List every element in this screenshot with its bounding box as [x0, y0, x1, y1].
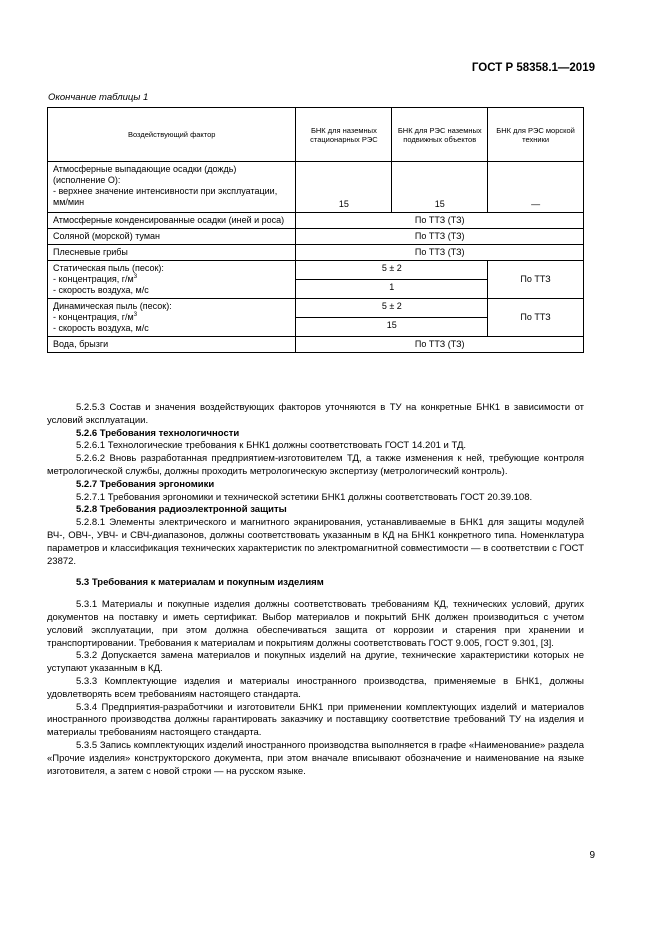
table-row [48, 337, 584, 353]
cell-value: 1 [296, 280, 488, 299]
table-caption: Окончание таблицы 1 [48, 92, 149, 103]
dynamic-dust-label: Динамическая пыль (песок): [53, 301, 172, 311]
header-marine: БНК для РЭС морской техники [488, 108, 584, 162]
static-dust-label: Статическая пыль (песок): [53, 263, 164, 273]
section-heading: 5.2.8 Требования радиоэлектронной защиты [76, 504, 287, 516]
row-label: Соляной (морской) туман [48, 229, 296, 245]
cell-value: — [488, 162, 584, 213]
rain-sub: - верхнее значение интенсивности при эксплуатации, мм/мин [53, 186, 278, 207]
cell-value: По ТТЗ [488, 261, 584, 299]
paragraph: 5.3.1 Материалы и покупные изделия должны соответствовать требованиям КД, технических условий, других документов на поставку и иметь сертификат. Выбор материалов и покрытий БНК должен производиться с учетом условий эксплуатации, при этом должна обеспечиваться защита от коррозии и старения при хранении и транспортировании. Требования к материалам и покрытиям должны соответствовать ГОСТ 9.005, ГОСТ 9.301, [3]. [47, 599, 584, 649]
rain-label: Атмосферные выпадающие осадки (дождь) (исполнение О): [53, 164, 237, 185]
static-dust-speed: - скорость воздуха, м/с [53, 285, 149, 295]
cell-value: По ТТЗ [488, 299, 584, 337]
paragraph: 5.3.5 Запись комплектующих изделий иностранного производства выполняется в графе «Наименование» раздела «Прочие изделия» конструкторского документа, при этом вначале вписывают обозначение и наименование на языке изготовителя, а затем с новой строки — на русском языке. [47, 739, 584, 777]
superscript: 3 [133, 274, 138, 280]
paragraph: 5.3.2 Допускается замена материалов и покупных изделий на другие, технические характеристики которых не уступают указанным в КД. [47, 650, 584, 675]
table-row [48, 162, 584, 213]
section-heading: 5.2.7 Требования эргономики [76, 478, 215, 490]
paragraph: 5.2.6.1 Технологические требования к БНК1 должны соответствовать ГОСТ 14.201 и ТД. [76, 440, 467, 452]
body-text [47, 402, 584, 778]
cell-value: По ТТЗ (ТЗ) [296, 213, 584, 229]
table-row [48, 245, 584, 261]
cell-value: По ТТЗ (ТЗ) [296, 229, 584, 245]
cell-value: 15 [296, 162, 392, 213]
paragraph: 5.3.4 Предприятия-разработчики и изготовители БНК1 при применении комплектующих изделий и материалов иностранного производства должны гарантировать заказчику и поставщику соответствие требований ТУ на изделия и материалы требованиям настоящего стандарта. [47, 701, 584, 739]
cell-value: 5 ± 2 [296, 261, 488, 280]
section-heading: 5.3 Требования к материалам и покупным изделиям [76, 577, 324, 589]
row-label: Атмосферные конденсированные осадки (иней и роса) [48, 213, 296, 229]
paragraph: 5.2.7.1 Требования эргономики и технической эстетики БНК1 должны соответствовать ГОСТ 20.39.108. [76, 491, 533, 503]
dynamic-dust-speed: - скорость воздуха, м/с [53, 323, 149, 333]
row-label [48, 261, 296, 299]
cell-value: 15 [392, 162, 488, 213]
dynamic-dust-conc: - концентрация, г/м [53, 312, 134, 322]
paragraph: 5.3.3 Комплектующие изделия и материалы иностранного производства, применяемые в БНК1, должны удовлетворять всем требованиям настоящего стандарта. [47, 675, 584, 700]
cell-value: По ТТЗ (ТЗ) [296, 245, 584, 261]
paragraph: 5.2.5.3 Состав и значения воздействующих факторов уточняются в ТУ на конкретные БНК1 в зависимости от условий эксплуатации. [47, 402, 584, 426]
row-label: Плесневые грибы [48, 245, 296, 261]
cell-value: По ТТЗ (ТЗ) [296, 337, 584, 353]
row-label [48, 299, 296, 337]
static-dust-conc: - концентрация, г/м [53, 274, 134, 284]
row-label: Вода, брызги [48, 337, 296, 353]
header-mobile: БНК для РЭС наземных подвижных объектов [392, 108, 488, 162]
header-stationary: БНК для наземных стационарных РЭС [296, 108, 392, 162]
factors-table [47, 107, 584, 353]
section-heading: 5.2.6 Требования технологичности [76, 427, 240, 439]
header-factor: Воздействующий фактор [48, 108, 296, 162]
page-number: 9 [589, 850, 595, 861]
paragraph: 5.2.6.2 Вновь разработанная предприятием-изготовителем ТД, а также изменения к ней, требующие контроля метрологической службы, должны проходить метрологическую экспертизу (метрологический контроль). [47, 453, 584, 477]
row-label [48, 162, 296, 213]
table-row [48, 261, 584, 280]
table-row [48, 299, 584, 318]
table-header-row [48, 108, 584, 162]
table-row [48, 229, 584, 245]
cell-value: 5 ± 2 [296, 299, 488, 318]
table-row [48, 213, 584, 229]
document-code: ГОСТ Р 58358.1—2019 [471, 62, 595, 74]
cell-value: 15 [296, 318, 488, 337]
superscript: 3 [133, 312, 138, 318]
paragraph: 5.2.8.1 Элементы электрического и магнитного экранирования, устанавливаемые в БНК1 для защиты модулей ВЧ-, ОВЧ-, УВЧ- и СВЧ-диапазонов, должны соответствовать указанным в КД на БНК1 конкретного типа. Номенклатура параметров и классификация технических характеристик по электромагнитной совместимости — в соответствии с ГОСТ 23872. [47, 517, 584, 567]
